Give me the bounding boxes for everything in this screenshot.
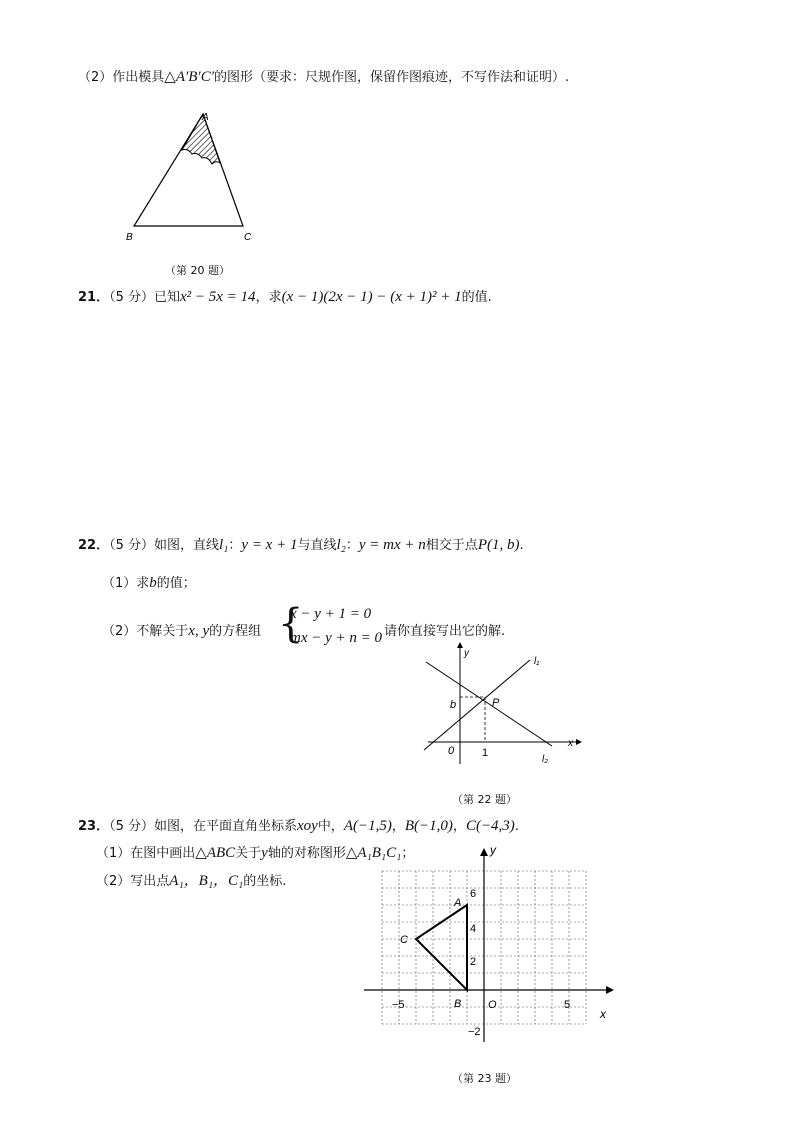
q23-part2-prefix: （2）写出点 <box>96 874 170 889</box>
q22-graph <box>418 640 588 770</box>
q22-line-l2 <box>426 662 552 746</box>
q20-triangle-figure <box>120 108 260 244</box>
q22-part2-mid: 的方程组 <box>209 624 262 639</box>
q23-number: 23． <box>78 819 110 834</box>
q23-fig-c: C <box>400 934 408 946</box>
q21-number: 21． <box>78 290 110 305</box>
q22-line <box>78 534 524 554</box>
q22-part2-suffix: 请你直接写出它的解. <box>384 624 506 639</box>
q23-in: 中， <box>317 819 344 834</box>
q20-label-b: B <box>126 232 133 243</box>
q22-part1-prefix: （1）求 <box>102 576 150 591</box>
q23-fig-4: 4 <box>470 923 477 935</box>
q22-l1: l₁ <box>219 537 229 553</box>
q23-fig-5: 5 <box>564 999 571 1011</box>
q22-system-brace: { <box>278 601 304 647</box>
q20-triangle <box>134 114 243 226</box>
q22-score: （5 分）如图，直线 <box>109 538 219 553</box>
q22-part1-var: b <box>149 575 157 591</box>
q22-fig-x: x <box>568 738 573 749</box>
q23-fig-m5: −5 <box>392 999 405 1011</box>
q23-part1-tri: △ABC <box>195 845 236 861</box>
q23-sep1: ， <box>391 819 405 834</box>
q23-fig-m2: −2 <box>468 1026 481 1038</box>
q21-condition: x² − 5x = 14 <box>180 289 256 305</box>
q22-colon1: ： <box>228 538 242 553</box>
q23-score: （5 分）如图，在平面直角坐标系 <box>109 819 297 834</box>
q23-fig-x: x <box>600 1007 606 1021</box>
q23-part1-mid2: 轴的对称图形 <box>267 846 346 861</box>
q23-fig-a: A <box>454 897 462 909</box>
q22-point: P(1, b) <box>477 537 520 553</box>
q23-part2-suffix: 的坐标. <box>243 874 287 889</box>
q23-part1-prefix: （1）在图中画出 <box>96 846 196 861</box>
q22-eq1: y = x + 1 <box>241 537 298 553</box>
q23-part2-points: A₁，B₁，C₁ <box>169 873 244 889</box>
q22-mid: 与直线 <box>297 538 337 553</box>
q22-tail: 相交于点 <box>425 538 478 553</box>
q22-fig-1: 1 <box>482 747 489 759</box>
q22-system-eq2: mx − y + n = 0 <box>290 630 383 646</box>
q22-part2-vars: x, y <box>188 623 210 639</box>
q23-fig-2: 2 <box>470 956 477 968</box>
q22-system-eq1: x − y + 1 = 0 <box>290 606 372 622</box>
q21-line <box>78 286 492 306</box>
q23-point-c: C(−4,3) <box>465 818 515 834</box>
q22-part1 <box>102 572 196 592</box>
q23-fig-b: B <box>454 998 462 1010</box>
q23-fig-y: y <box>490 844 496 857</box>
q21-expression: (x − 1)(2x − 1) − (x + 1)² + 1 <box>281 289 462 305</box>
q22-eq2: y = mx + n <box>358 537 426 553</box>
q22-fig-o: 0 <box>448 745 455 757</box>
q23-point-a: A(−1,5) <box>343 818 392 834</box>
q22-part2 <box>102 620 261 640</box>
q22-number: 22． <box>78 538 110 553</box>
q23-fig-6: 6 <box>470 888 477 900</box>
q23-system: xoy <box>297 818 318 834</box>
q22-caption: （第 22 题） <box>452 793 517 806</box>
q23-period: . <box>514 819 519 834</box>
q23-grid-figure <box>360 844 620 1050</box>
q22-fig-y: y <box>464 648 469 659</box>
q20-part2-suffix: 的图形（要求：尺规作图，保留作图痕迹，不写作法和证明）. <box>214 70 570 85</box>
q22-part1-suffix: 的值； <box>156 576 196 591</box>
q21-score: （5 分）已知 <box>109 290 180 305</box>
q23-fig-o: O <box>488 999 497 1011</box>
q23-part1-axis: y <box>261 845 268 861</box>
q23-sep2: ， <box>452 819 466 834</box>
q22-part2-prefix: （2）不解关于 <box>102 624 189 639</box>
q23-part2 <box>96 869 286 890</box>
q22-fig-l2: l₂ <box>542 754 549 765</box>
q22-fig-p: P <box>492 697 500 709</box>
q23-caption: （第 23 题） <box>452 1072 517 1085</box>
q23-part1-mid: 关于 <box>235 846 262 861</box>
q21-ask-prefix: ，求 <box>255 290 282 305</box>
q23-line <box>78 815 519 835</box>
q20-part2-prefix: （2）作出模具 <box>78 70 165 85</box>
q20-label-c: C <box>244 232 252 243</box>
q22-period: . <box>519 538 524 553</box>
q20-part2-line <box>78 66 569 86</box>
q22-l2: l₂ <box>336 537 346 553</box>
q22-colon2: ： <box>345 538 359 553</box>
q23-part1-tri2: △A₁B₁C₁ <box>345 845 402 861</box>
q23-point-b: B(−1,0) <box>404 818 453 834</box>
q20-part2-math: △A′B′C′ <box>164 69 214 85</box>
q22-line-l1 <box>424 660 530 750</box>
q22-fig-b: b <box>450 699 457 711</box>
q20-caption: （第 20 题） <box>165 264 230 277</box>
q21-ask-suffix: 的值. <box>461 290 492 305</box>
q22-fig-l1: l₁ <box>534 656 540 667</box>
q23-triangle-abc <box>416 905 467 990</box>
q23-part1-suffix: ； <box>401 846 415 861</box>
q20-label-a: A <box>202 112 209 123</box>
